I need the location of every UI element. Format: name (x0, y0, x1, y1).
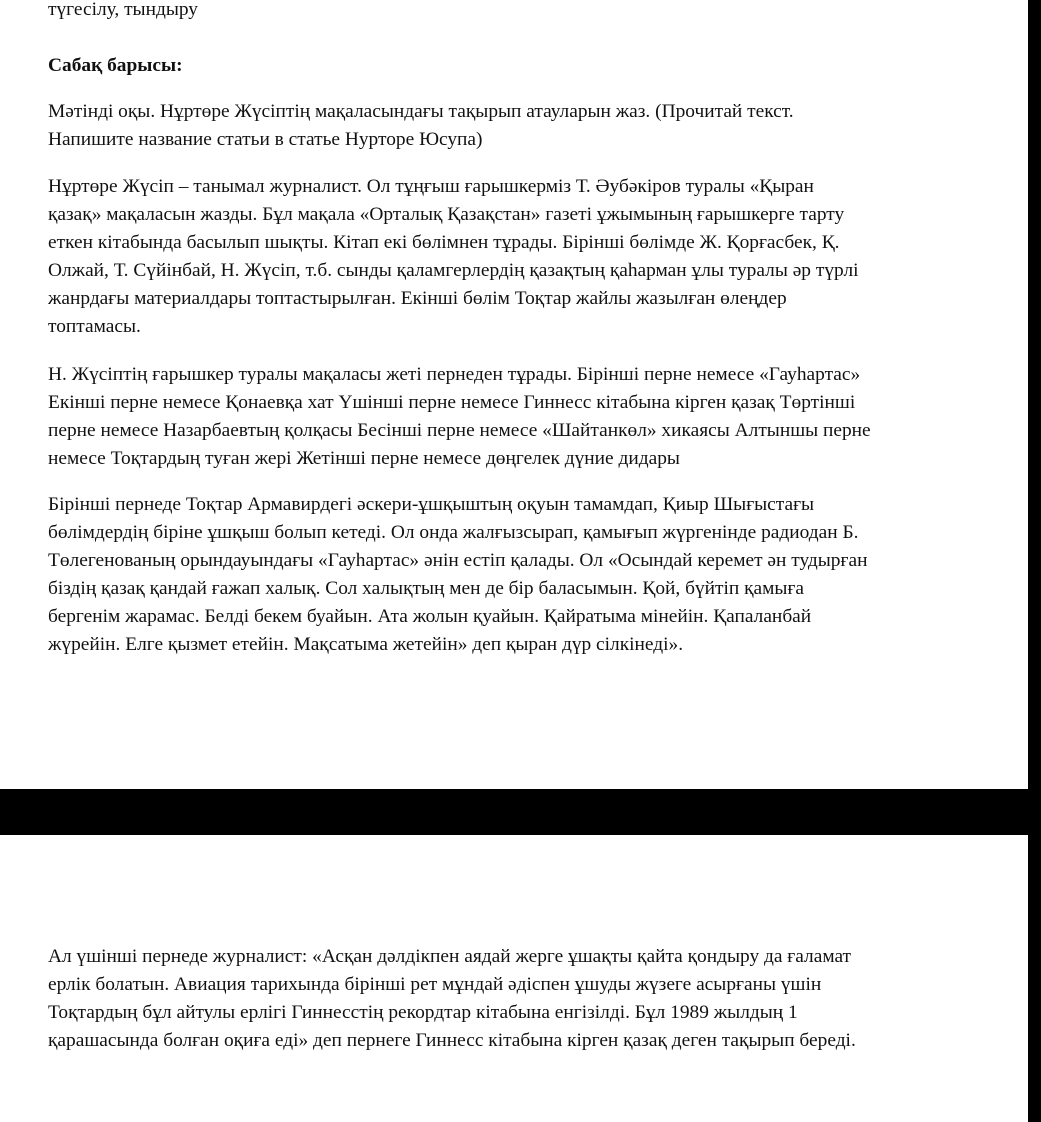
text-line: Н. Жүсіптің ғарышкер туралы мақаласы жеті пернеден тұрады. Бірінші перне немесе «Гауһартас» (48, 364, 861, 385)
text-line: Напишите название статьи в статье Нурторе Юсупа) (48, 129, 483, 150)
text-line: топтамасы. (48, 316, 141, 337)
fragment-line (48, 0, 948, 24)
text-line: қарашасында болған оқиға еді» деп пернеге Гиннесс кітабына кірген қазақ деген тақырып береді. (48, 1030, 856, 1051)
page-separator (0, 789, 1041, 835)
document-page-bottom (0, 835, 1028, 1122)
text-line: Олжай, Т. Сүйінбай, Н. Жүсіп, т.б. сынды қаламгерлердің қазақтың қаһарман ұлы туралы әр түрлі (48, 260, 859, 281)
paragraph-third-key (48, 943, 948, 1055)
text-line: перне немесе Назарбаевтың қолқасы Бесінші перне немесе «Шайтанкөл» хикаясы Алтыншы перне (48, 420, 871, 441)
scroll-edge (1028, 0, 1041, 1122)
text-line: қазақ» мақаласын жазды. Бұл мақала «Орталық Қазақстан» газеті ұжымының ғарышкерге тарту (48, 204, 845, 225)
text-line: ерлік болатын. Авиация тарихында бірінші рет мұндай әдіспен ұшуды жүзеге асырғаны үшін (48, 974, 822, 995)
paragraph-first-key (48, 491, 948, 659)
text-line: еткен кітабында басылып шықты. Кітап екі бөлімнен тұрады. Бірінші бөлімде Ж. Қорғасбек, Қ. (48, 232, 840, 253)
text-line: немесе Тоқтардың туған жері Жетінші перне немесе дөңгелек дүние дидары (48, 448, 680, 469)
text-line: Нұртөре Жүсіп – танымал журналист. Ол тұңғыш ғарышкерміз Т. Әубәкіров туралы «Қыран (48, 176, 814, 197)
text-line: Мәтінді оқы. Нұртөре Жүсіптің мақаласындағы тақырып атауларын жаз. (Прочитай текст. (48, 101, 794, 122)
heading-line: Сабақ барысы: (48, 55, 183, 76)
lesson-heading (48, 52, 948, 80)
text-line: бөлімдердің біріне ұшқыш болып кетеді. Ол онда жалғызсырап, қамығып жүргенінде радиодан Б. (48, 522, 859, 543)
paragraph-structure (48, 361, 948, 473)
text-line: түгесілу, тындыру (48, 0, 198, 20)
task-instruction (48, 98, 948, 154)
text-line: бергенім жарамас. Белді бекем буайын. Ата жолын қуайын. Қайратыма мінейін. Қапаланбай (48, 606, 812, 627)
text-line: жанрдағы материалдары топтастырылған. Екінші бөлім Тоқтар жайлы жазылған өлеңдер (48, 288, 787, 309)
text-line: Ал үшінші пернеде журналист: «Асқан дәлдікпен аядай жерге ұшақты қайта қондыру да ғаламат (48, 946, 852, 967)
text-line: Екінші перне немесе Қонаевқа хат Үшінші перне немесе Гиннесс кітабына кірген қазақ Төртінші (48, 392, 856, 413)
text-line: Тоқтардың бұл айтулы ерлігі Гиннесстің рекордтар кітабына енгізілді. Бұл 1989 жылдың 1 (48, 1002, 798, 1023)
text-line: Төлегенованың орындауындағы «Гауһартас» әнін естіп қалады. Ол «Осындай керемет ән тудырған (48, 550, 868, 571)
text-line: жүрейін. Елге қызмет етейін. Мақсатыма жетейін» деп қыран дүр сілкінеді». (48, 634, 684, 655)
text-line: біздің қазақ қандай ғажап халық. Сол халықтың мен де бір баласымын. Қой, бүйтіп қамыға (48, 578, 804, 599)
paragraph-intro (48, 173, 948, 341)
text-line: Бірінші пернеде Тоқтар Армавирдегі әскери-ұшқыштың оқуын тамамдап, Қиыр Шығыстағы (48, 494, 815, 515)
